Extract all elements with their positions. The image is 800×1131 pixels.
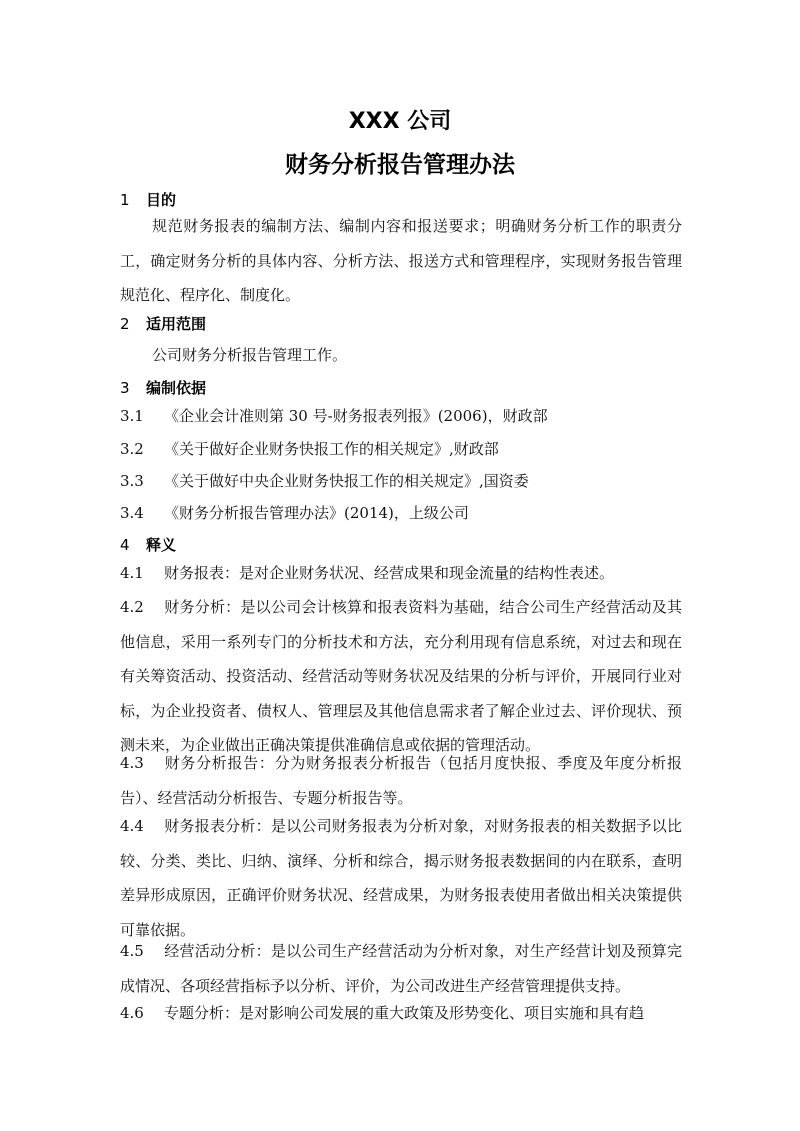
reference-item	[120, 438, 499, 459]
item-number: 3.2	[120, 440, 144, 458]
item-text: 《企业会计准则第 30 号-财务报表列报》(2006)，财政部	[164, 407, 548, 425]
item-number: 3.1	[120, 407, 144, 425]
section-number: 4	[120, 536, 130, 554]
section-title: 编制依据	[146, 379, 207, 397]
reference-item	[120, 502, 469, 523]
item-number: 4.4	[120, 817, 144, 835]
definition-item	[120, 556, 682, 591]
item-number: 4.5	[120, 942, 144, 960]
section-number: 1	[120, 191, 130, 209]
section-1-heading	[120, 189, 176, 210]
item-number: 4.3	[120, 754, 144, 772]
section-number: 3	[120, 379, 130, 397]
item-number: 4.6	[120, 1004, 144, 1022]
definition-item	[120, 746, 682, 815]
section-1-body: 规范财务报表的编制方法、编制内容和报送要求；明确财务分析工作的职责分工，确定财务分析的具体内容、分析方法、报送方式和管理程序，实现财务报告管理规范化、程序化、制度化。	[120, 217, 682, 305]
definition-item	[120, 934, 682, 1003]
section-title: 释义	[146, 536, 177, 554]
definition-item	[120, 996, 682, 1031]
document-title: 财务分析报告管理办法	[285, 152, 515, 178]
item-text: 《关于做好中央企业财务快报工作的相关规定》,国资委	[164, 472, 529, 490]
section-number: 2	[120, 315, 130, 333]
item-number: 3.4	[120, 504, 144, 522]
reference-item	[120, 405, 548, 426]
item-number: 3.3	[120, 472, 144, 490]
section-2-heading	[120, 313, 206, 334]
section-title: 目的	[146, 191, 177, 209]
item-text: 经营活动分析：是以公司生产经营活动为分析对象，对生产经营计划及预算完成情况、各项经营指标予以分析、评价，为公司改进生产经营管理提供支持。	[120, 942, 682, 995]
item-text: 《关于做好企业财务快报工作的相关规定》,财政部	[164, 440, 499, 458]
item-text: 财务分析：是以公司会计核算和报表资料为基础，结合公司生产经营活动及其他信息，采用一系列专门的分析技术和方法，充分利用现有信息系统，对过去和现在有关筹资活动、投资活动、经营活动等财务状况及结果的分析与评价，开展同行业对标，为企业投资者、债权人、管理层及其他信息需求者了解企业过去、评价现状、预测未来，为企业做出正确决策提供准确信息或依据的管理活动。	[120, 598, 682, 755]
item-text: 财务报表：是对企业财务状况、经营成果和现金流量的结构性表述。	[164, 564, 615, 582]
item-text: 财务报表分析：是以公司财务报表为分析对象，对财务报表的相关数据予以比较、分类、类比、归纳、演绎、分析和综合，揭示财务报表数据间的内在联系，查明差异形成原因，正确评价财务状况、经营成果，为财务报表使用者做出相关决策提供可靠依据。	[120, 817, 682, 939]
item-number: 4.2	[120, 598, 144, 616]
section-3-heading	[120, 377, 206, 398]
item-text: 财务分析报告：分为财务报表分析报告（包括月度快报、季度及年度分析报告）、经营活动分析报告、专题分析报告等。	[120, 754, 682, 807]
section-title: 适用范围	[146, 315, 207, 333]
item-text: 《财务分析报告管理办法》(2014)，上级公司	[164, 504, 469, 522]
company-name: XXX 公司	[348, 109, 452, 134]
definition-item	[120, 590, 682, 763]
reference-item	[120, 470, 529, 491]
item-text: 专题分析：是对影响公司发展的重大政策及形势变化、项目实施和具有趋	[164, 1004, 645, 1022]
section-2-body: 公司财务分析报告管理工作。	[152, 346, 348, 364]
definition-item	[120, 809, 682, 947]
section-4-heading	[120, 534, 176, 555]
item-number: 4.1	[120, 564, 144, 582]
